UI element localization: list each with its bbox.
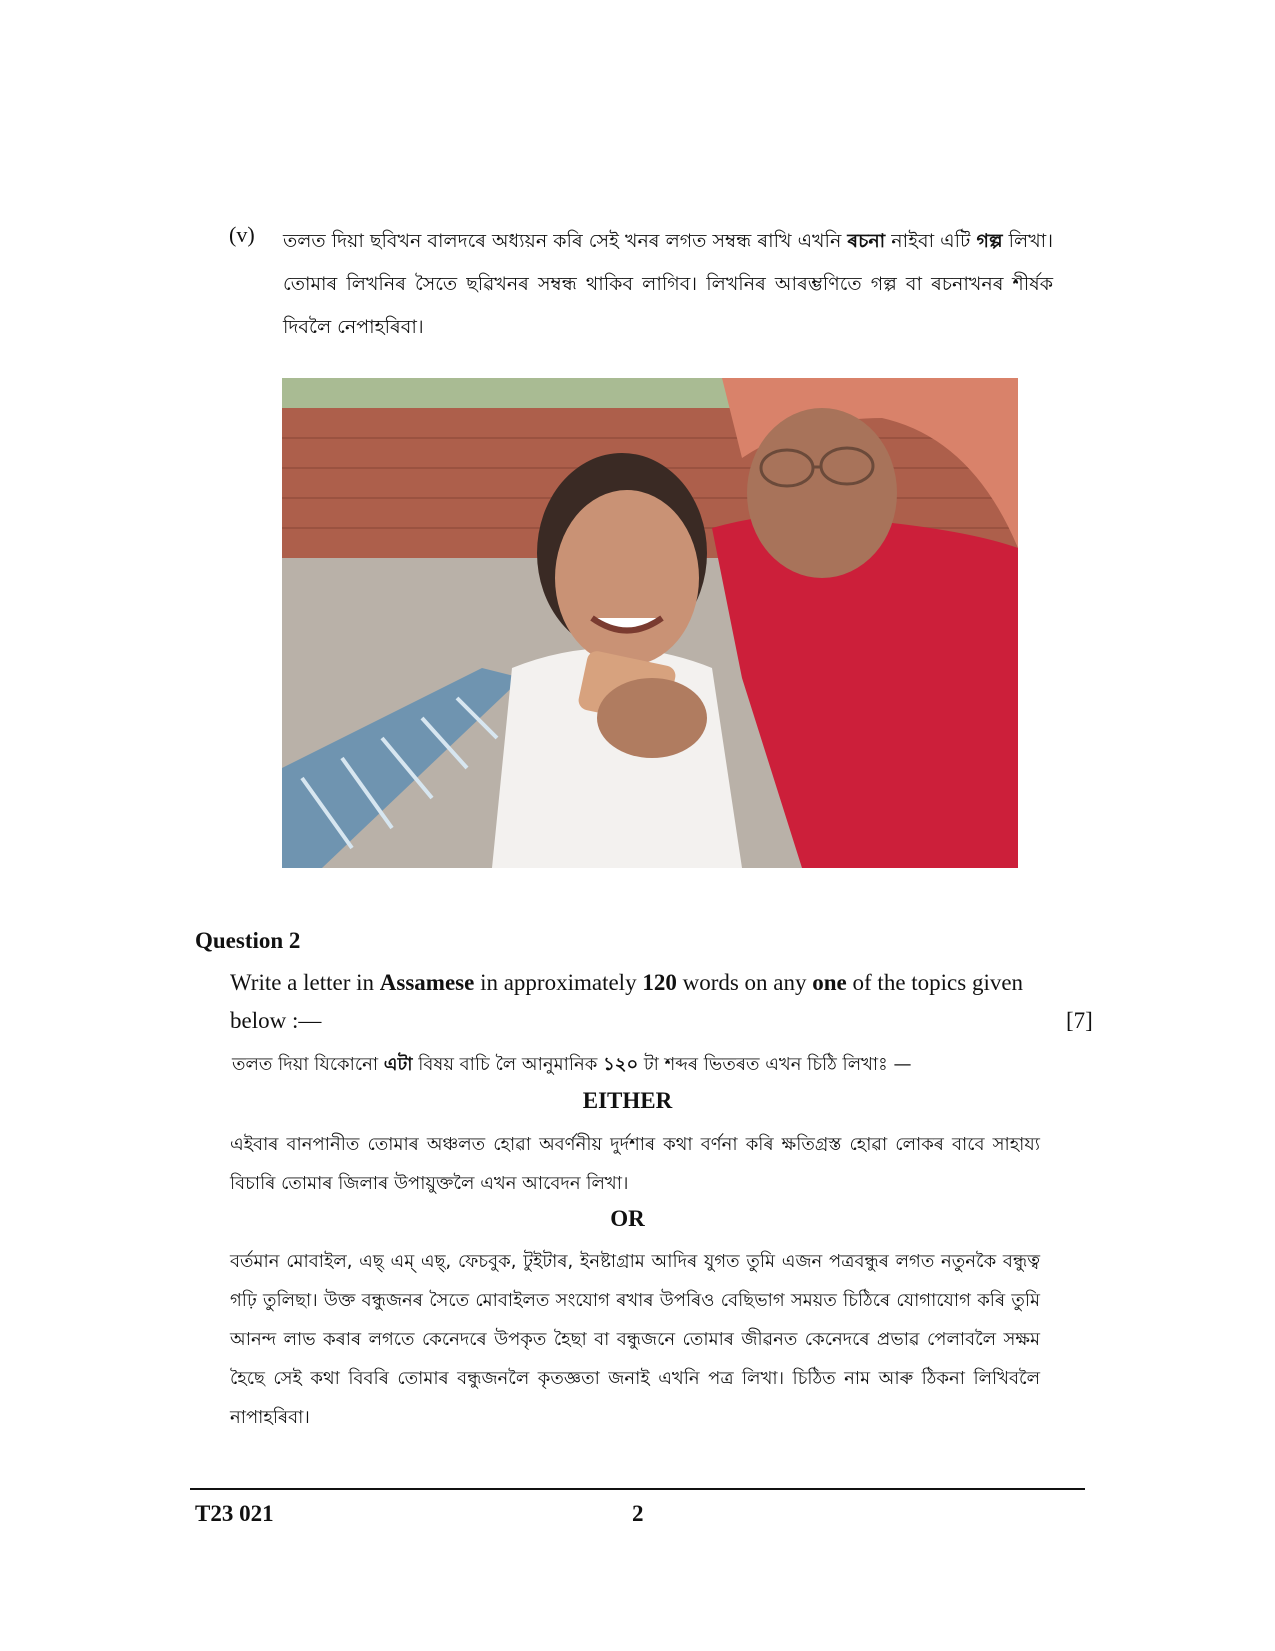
question-2-prompt-line2: below :—: [230, 1008, 322, 1033]
prompt-pre: Write a letter in: [230, 970, 380, 995]
question-2-prompt-line1: [230, 970, 1023, 996]
or-heading: OR: [610, 1206, 645, 1231]
prompt-bold-assamese: Assamese: [379, 970, 475, 995]
instr-post: টা শব্দৰ ভিতৰত এখন চিঠি লিখাঃ —: [638, 1054, 912, 1075]
prompt-mid1: in approximately: [474, 970, 643, 995]
girl-grandmother-phone-photo: [282, 378, 1018, 868]
question-2-title: Question 2: [195, 928, 301, 953]
instr-bold-one: এটা: [383, 1054, 413, 1075]
prompt-bold-120: 120: [642, 970, 677, 995]
question-v-bold-essay: ৰচনা: [847, 230, 886, 252]
photo-illustration: [282, 378, 1018, 868]
prompt-post: of the topics given: [846, 970, 1024, 995]
instr-mid: বিষয় বাচি লৈ আনুমানিক: [412, 1054, 604, 1075]
question-v-seg2: নাইবা এটি: [885, 230, 977, 252]
prompt-mid2: words on any: [676, 970, 813, 995]
photo-grandmother-face: [747, 408, 897, 578]
question-v-label: (v): [229, 222, 255, 247]
either-heading: EITHER: [582, 1088, 673, 1113]
photo-hands: [597, 678, 707, 758]
paper-code: T23 021: [195, 1501, 274, 1526]
question-2-marks: [7]: [1066, 1008, 1093, 1033]
option-2-text: বৰ্তমান মোবাইল, এছ্ এম্ এছ্, ফেচবুক, টুইটাৰ, ইনষ্টাগ্ৰাম আদিৰ যুগত তুমি এজন পত্ৰবন্ধুৰ লগত নতুনকৈ বন্ধুত্ব গঢ়ি তুলিছা। উক্ত বন্ধুজনৰ সৈতে মোবাইলত সংযোগ ৰখাৰ উপৰিও বেছিভাগ সময়ত চিঠিৰে যোগাযোগ কৰি তুমি আনন্দ লাভ কৰাৰ লগতে কেনেদৰে উপকৃত হৈছা বা বন্ধুজনে তোমাৰ জীৱনত কেনেদৰে প্ৰভাৱ পেলাবলৈ সক্ষম হৈছে সেই কথা বিবৰি তোমাৰ বন্ধুজনলৈ কৃতজ্ঞতা জনাই এখনি পত্ৰ লিখা। চিঠিত নাম আৰু ঠিকনা লিখিবলৈ নাপাহৰিবা।: [230, 1251, 1040, 1428]
instr-pre: তলত দিয়া যিকোনো: [232, 1054, 384, 1075]
question-v-seg1: তলত দিয়া ছবিখন বালদৰে অধ্যয়ন কৰি সেই খনৰ লগত সম্বন্ধ ৰাখি এখনি: [283, 230, 848, 252]
instr-bold-120: ১২০: [603, 1054, 639, 1075]
question-v-text: [283, 220, 1053, 349]
page-number: 2: [632, 1501, 644, 1526]
question-2-assamese-instruction: [232, 1050, 911, 1081]
option-1-text: এইবাৰ বানপানীত তোমাৰ অঞ্চলত হোৱা অবৰ্ণনীয় দুৰ্দশাৰ কথা বৰ্ণনা কৰি ক্ষতিগ্ৰস্ত হোৱা লোকৰ বাবে সাহায্য বিচাৰি তোমাৰ জিলাৰ উপায়ুক্তলৈ এখন আবেদন লিখা।: [230, 1134, 1040, 1194]
prompt-bold-one: one: [812, 970, 847, 995]
question-v-bold-story: গল্প: [976, 230, 1003, 252]
question-v-seg3: লিখা। তোমাৰ লিখনিৰ সৈতে ছৱিখনৰ সম্বন্ধ থাকিব লাগিব। লিখনিৰ আৰম্ভণিতে গল্প বা ৰচনাখনৰ শীৰ্ষক দিবলৈ নেপাহৰিবা।: [283, 230, 1053, 338]
footer-divider: [190, 1488, 1085, 1490]
photo-girl-face: [555, 490, 699, 666]
